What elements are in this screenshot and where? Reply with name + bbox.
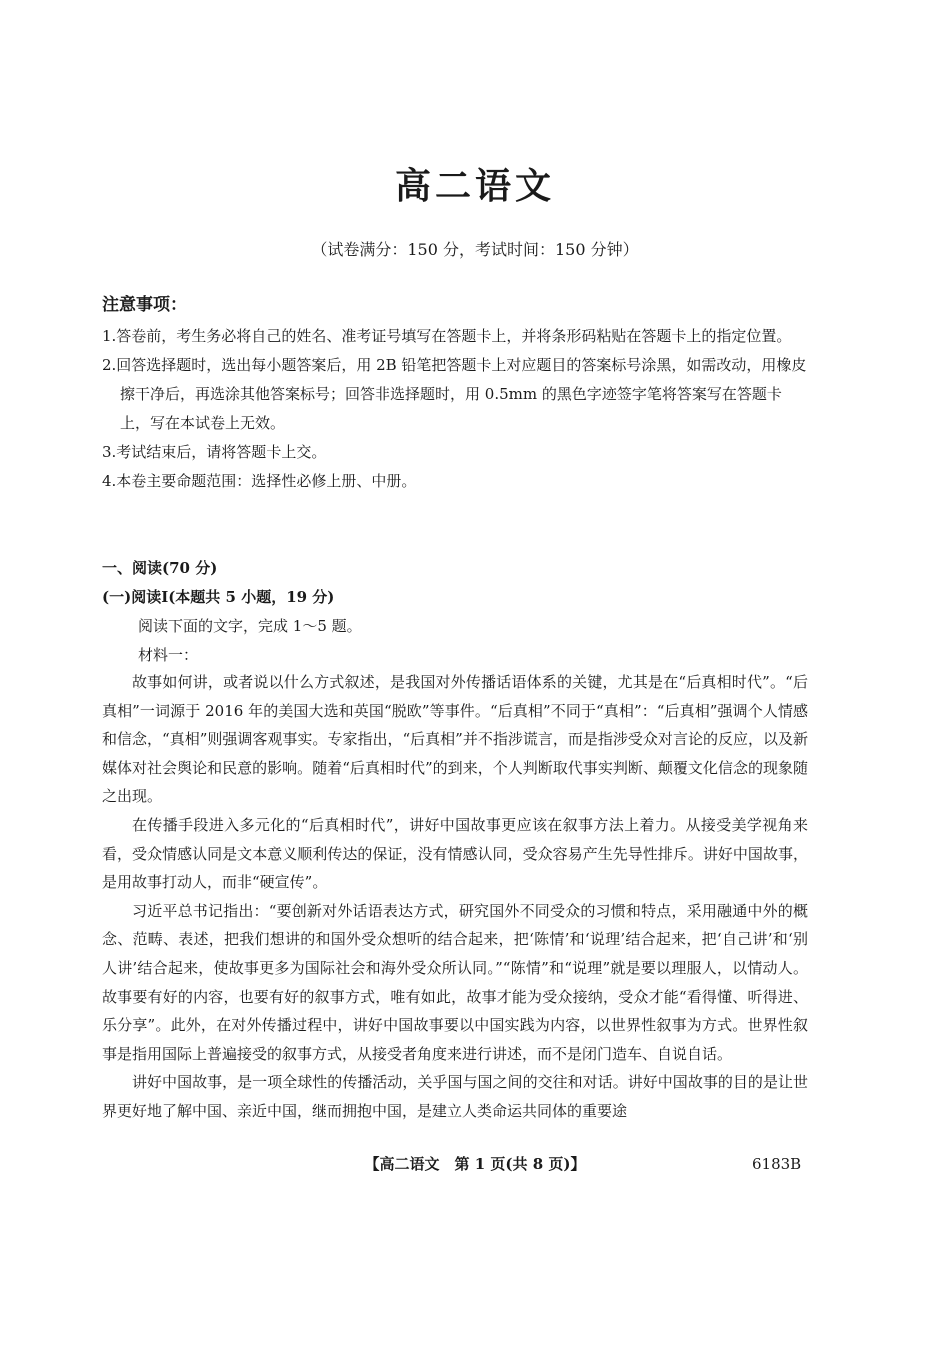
subsection-heading: (一)阅读Ⅰ(本题共 5 小题，19 分) xyxy=(102,588,335,606)
notice-item: 2.回答选择题时，选出每小题答案后，用 2B 铅笔把答题卡上对应题目的答案标号涂黑，如需改动，用橡皮擦干净后，再选涂其他答案标号；回答非选择题时，用 0.5mm 的黑色字迹签字笔将答案写在答题卡上，写在本试卷上无效。 xyxy=(102,356,807,432)
passage-paragraph: 故事如何讲，或者说以什么方式叙述，是我国对外传播话语体系的关键，尤其是在“后真相时代”。“后真相”一词源于 2016 年的美国大选和英国“脱欧”等事件。“后真相”不同于“真相”：“后真相”强调个人情感和信念，“真相”则强调客观事实。专家指出，“后真相”并不指涉谎言，而是指涉受众对言论的反应，以及新媒体对社会舆论和民意的影响。随着“后真相时代”的到来，个人判断取代事实判断、颠覆文化信念的现象随之出现。 xyxy=(102,673,808,806)
reading-instruction: 阅读下面的文字，完成 1～5 题。 xyxy=(138,617,362,635)
passage-paragraph: 讲好中国故事，是一项全球性的传播活动，关乎国与国之间的交往和对话。讲好中国故事的目的是让世界更好地了解中国、亲近中国，继而拥抱中国，是建立人类命运共同体的重要途 xyxy=(102,1073,808,1120)
notice-item: 3.考试结束后，请将答题卡上交。 xyxy=(102,443,327,461)
notice-list xyxy=(102,322,808,496)
material-label: 材料一： xyxy=(138,646,199,664)
notice-item: 4.本卷主要命题范围：选择性必修上册、中册。 xyxy=(102,472,417,490)
passage-paragraph: 在传播手段进入多元化的“后真相时代”，讲好中国故事更应该在叙事方法上着力。从接受美学视角来看，受众情感认同是文本意义顺利传达的保证，没有情感认同，受众容易产生先导性排斥。讲好中国故事，是用故事打动人，而非“硬宣传”。 xyxy=(102,815,808,892)
notice-item: 1.答卷前，考生务必将自己的姓名、准考证号填写在答题卡上，并将条形码粘贴在答题卡上的指定位置。 xyxy=(102,327,792,345)
part-heading: 一、阅读(70 分) xyxy=(102,559,218,577)
page-footer: 【高二语文 第 1 页(共 8 页)】 xyxy=(364,1155,586,1173)
passage-paragraph: 习近平总书记指出：“要创新对外话语表达方式，研究国外不同受众的习惯和特点，采用融通中外的概念、范畴、表述，把我们想讲的和国外受众想听的结合起来，把‘陈情’和‘说理’结合起来，把‘自己讲’和‘别人讲’结合起来，使故事更多为国际社会和海外受众所认同。”“陈情”和“说理”就是要以理服人，以情动人。故事要有好的内容，也要有好的叙事方式，唯有如此，故事才能为受众接纳，受众才能“看得懂、听得进、乐分享”。此外，在对外传播过程中，讲好中国故事要以中国实践为内容，以世界性叙事为方式。世界性叙事是指用国际上普遍接受的叙事方式，从接受者角度来进行讲述，而不是闭门造车、自说自话。 xyxy=(102,901,808,1063)
paper-code: 6183B xyxy=(752,1155,802,1173)
exam-info: （试卷满分：150 分，考试时间：150 分钟） xyxy=(311,240,639,259)
page-title: 高二语文 xyxy=(394,165,555,207)
reading-passage xyxy=(102,668,808,1126)
notice-heading: 注意事项： xyxy=(102,295,187,315)
